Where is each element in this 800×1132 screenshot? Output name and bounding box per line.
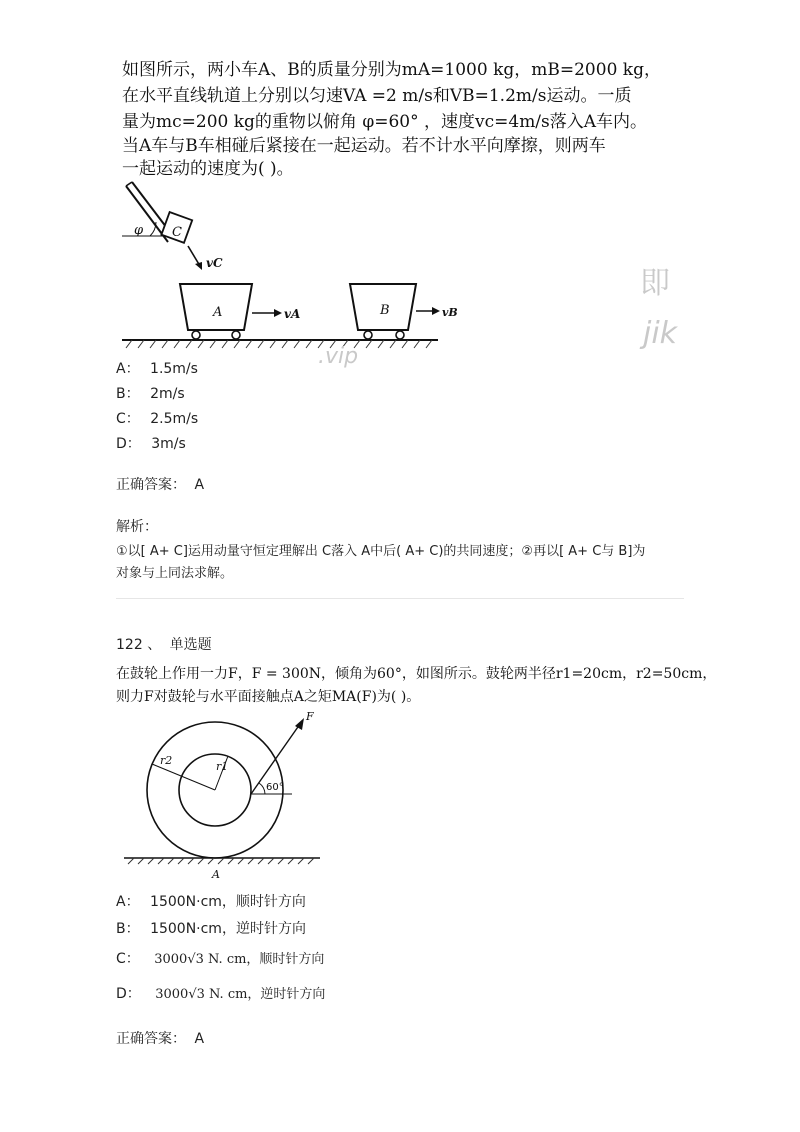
q2-ground — [124, 858, 320, 864]
force-label: F — [306, 710, 314, 723]
watermark-1: 即 — [640, 266, 670, 301]
watermark-2: jik — [643, 316, 678, 351]
vc-arrowhead — [195, 262, 202, 270]
q1-analysis-line-1: ①以[ A+ C]运用动量守恒定理解出 C落入 A中后( A+ C)的共同速度；②再以[ A+ C与 B]为 — [116, 544, 646, 559]
q2-option-d[interactable] — [116, 983, 325, 1003]
box-c-label: C — [172, 225, 182, 240]
vc-label: vC — [206, 256, 223, 270]
q1-option-b[interactable] — [116, 383, 185, 403]
q2-option-c[interactable] — [116, 948, 324, 968]
option-text: 3000√3 N. cm，顺时针方向 — [154, 952, 325, 967]
q2-figure-drum — [120, 706, 330, 882]
option-label: D： — [116, 986, 141, 1002]
option-text: 1500N·cm，逆时针方向 — [150, 921, 306, 937]
q2-line-2: 则力F对鼓轮与水平面接触点A之矩MA(F)为( )。 — [116, 689, 421, 705]
answer-value: A — [194, 477, 205, 493]
angle-label: 60° — [266, 782, 284, 793]
cart-a-label: A — [213, 305, 223, 320]
q1-option-a[interactable] — [116, 358, 198, 378]
q2-type: 单选题 — [169, 637, 212, 653]
contact-point-a: A — [212, 868, 220, 881]
q1-option-d[interactable] — [116, 433, 186, 453]
answer-value: A — [194, 1031, 205, 1047]
va-arrowhead — [274, 309, 282, 317]
q2-line-1: 在鼓轮上作用一力F，F = 300N，倾角为60°，如图所示。鼓轮两半径r1=20cm，r2=50cm， — [116, 666, 717, 682]
q1-line-1: 如图所示，两小车A、B的质量分别为mA=1000 kg，mB=2000 kg， — [122, 60, 661, 80]
option-text: 3m/s — [151, 436, 186, 452]
q2-header — [116, 634, 212, 654]
watermark-3: .vip — [318, 344, 359, 369]
q2-option-a[interactable] — [116, 891, 306, 911]
q2-answer — [116, 1028, 204, 1048]
r1-label: r1 — [216, 760, 229, 773]
q1-figure-carts — [116, 178, 458, 354]
cart-b-label: B — [380, 303, 390, 318]
option-text: 2m/s — [150, 386, 185, 402]
r2-line — [152, 764, 215, 790]
r2-label: r2 — [160, 754, 173, 767]
q1-ground — [122, 340, 438, 348]
q2-number: 122 — [116, 637, 143, 653]
q1-line-3: 量为mc=200 kg的重物以俯角 φ=60° ，速度vc=4m/s落入A车内。 — [122, 112, 648, 132]
vb-label: vB — [442, 306, 458, 319]
option-label: A： — [116, 894, 140, 910]
option-label: B： — [116, 386, 140, 402]
question-divider — [116, 598, 684, 599]
va-label: vA — [284, 307, 301, 321]
option-label: D： — [116, 436, 141, 452]
option-text: 3000√3 N. cm，逆时针方向 — [155, 987, 326, 1002]
q2-separator: 、 — [147, 637, 162, 653]
answer-label: 正确答案： — [116, 477, 186, 493]
option-text: 1.5m/s — [150, 361, 198, 377]
phi-label: φ — [134, 223, 144, 238]
vb-arrowhead — [432, 307, 440, 315]
q1-line-5: 一起运动的速度为( )。 — [122, 159, 294, 179]
q1-option-c[interactable] — [116, 408, 198, 428]
option-label: C： — [116, 411, 140, 427]
option-text: 2.5m/s — [150, 411, 199, 427]
option-text: 1500N·cm，顺时针方向 — [150, 894, 306, 910]
q1-answer — [116, 474, 204, 494]
vc-arrow — [188, 246, 200, 266]
q1-line-2: 在水平直线轨道上分别以匀速VA =2 m/s和VB=1.2m/s运动。一质 — [122, 86, 632, 106]
option-label: C： — [116, 951, 140, 967]
q1-analysis-label: 解析： — [116, 519, 158, 535]
option-label: B： — [116, 921, 140, 937]
q1-line-4: 当A车与B车相碰后紧接在一起运动。若不计水平向摩擦，则两车 — [122, 136, 606, 156]
angle-arc — [259, 783, 265, 794]
q1-analysis-line-2: 对象与上同法求解。 — [116, 566, 234, 581]
answer-label: 正确答案： — [116, 1031, 186, 1047]
q2-option-b[interactable] — [116, 918, 306, 938]
option-label: A： — [116, 361, 140, 377]
